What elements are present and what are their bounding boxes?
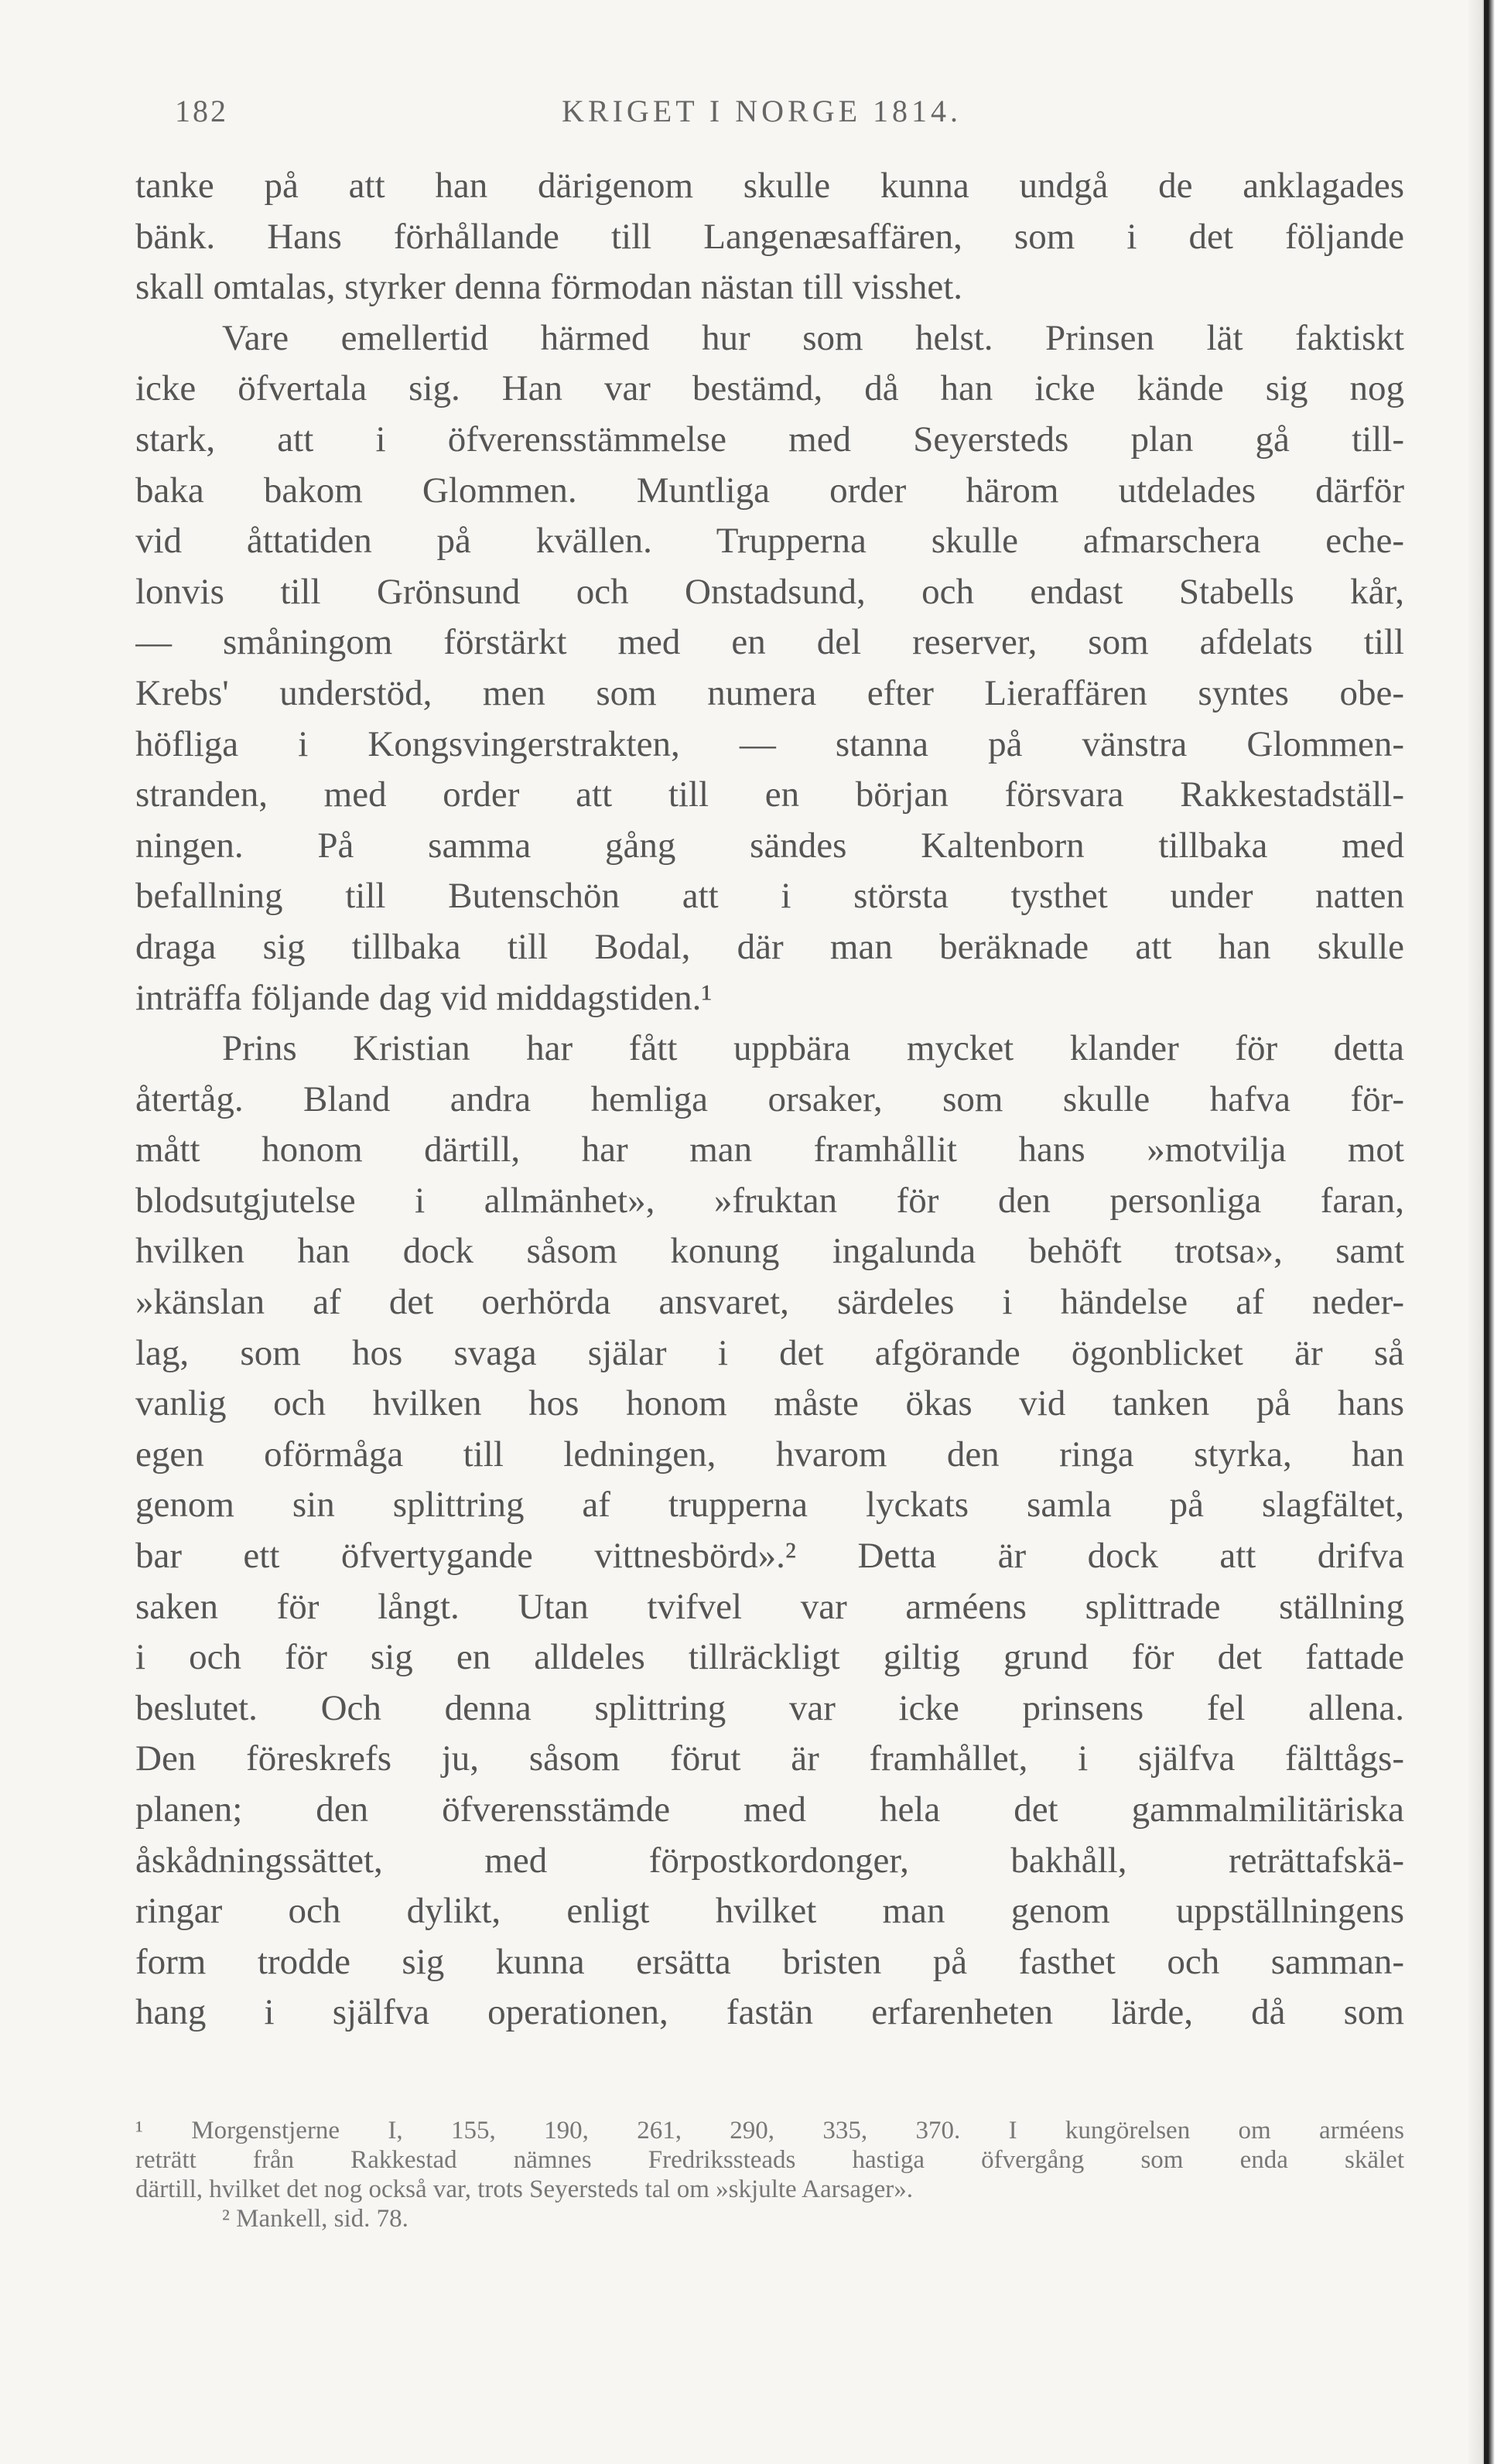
text-line: hvilken han dock såsom konung ingalunda behöft trotsa», samt — [135, 1231, 1404, 1272]
text-line: stranden, med order att till en början försvara Rakkestadställ- — [135, 774, 1404, 815]
text-line: höfliga i Kongsvingerstrakten, — stanna på vänstra Glommen- — [135, 723, 1404, 764]
text-line: lonvis till Grönsund och Onstadsund, och endast Stabells kår, — [135, 571, 1404, 612]
text-line: icke öfvertala sig. Han var bestämd, då han icke kände sig nog — [135, 368, 1404, 409]
text-line: tanke på att han därigenom skulle kunna undgå de anklagades — [135, 166, 1404, 206]
footnote-line: ² Mankell, sid. 78. — [222, 2205, 409, 2233]
text-line: »känslan af det oerhörda ansvaret, särdeles i händelse af neder- — [135, 1282, 1404, 1323]
body-text — [135, 161, 1404, 2039]
text-line: bänk. Hans förhållande till Langenæsaffären, som i det följande — [135, 216, 1404, 257]
text-line: vanlig och hvilken hos honom måste ökas vid tanken på hans — [135, 1383, 1404, 1424]
text-line: i och för sig en alldeles tillräckligt giltig grund för det fattade — [135, 1637, 1404, 1678]
footnotes — [135, 2116, 1404, 2233]
text-line: blodsutgjutelse i allmänhet», »fruktan för den personliga faran, — [135, 1180, 1404, 1221]
text-line: baka bakom Glommen. Muntliga order härom utdelades därför — [135, 470, 1404, 511]
text-line: ningen. På samma gång sändes Kaltenborn tillbaka med — [135, 825, 1404, 866]
text-line: lag, som hos svaga själar i det afgörande ögonblicket är så — [135, 1332, 1404, 1373]
text-line: Vare emellertid härmed hur som helst. Prinsen lät faktiskt — [222, 317, 1404, 358]
running-head: KRIGET I NORGE 1814. — [562, 94, 962, 128]
text-line: planen; den öfverensstämde med hela det gammalmilitäriska — [135, 1789, 1404, 1830]
text-line: hang i själfva operationen, fastän erfarenheten lärde, då som — [135, 1992, 1404, 2033]
footnote-line: ¹ Morgenstjerne I, 155, 190, 261, 290, 335, 370. I kungörelsen om arméens — [135, 2117, 1404, 2144]
text-line: stark, att i öfverensstämmelse med Seyersteds plan gå till- — [135, 419, 1404, 460]
text-line: ringar och dylikt, enligt hvilket man genom uppställningens — [135, 1891, 1404, 1932]
text-line: Prins Kristian har fått uppbära mycket klander för detta — [222, 1028, 1404, 1069]
text-line: beslutet. Och denna splittring var icke prinsens fel allena. — [135, 1687, 1404, 1728]
footnote-line: reträtt från Rakkestad nämnes Fredrikssteads hastiga öfvergång som enda skälet — [135, 2146, 1404, 2174]
page-header — [175, 93, 1397, 139]
text-line: form trodde sig kunna ersätta bristen på fasthet och samman- — [135, 1941, 1404, 1982]
text-line: återtåg. Bland andra hemliga orsaker, som skulle hafva för- — [135, 1078, 1404, 1119]
text-line: mått honom därtill, har man framhållit hans »motvilja mot — [135, 1129, 1404, 1170]
page-edge-line — [1484, 0, 1489, 2464]
text-line: — småningom förstärkt med en del reserver, som afdelats till — [135, 622, 1404, 663]
text-line: Den föreskrefs ju, såsom förut är framhållet, i själfva fälttågs- — [135, 1738, 1404, 1779]
text-line: Krebs' understöd, men som numera efter Lieraffären syntes obe- — [135, 672, 1404, 713]
page-edge-shadow — [1468, 0, 1511, 2464]
text-line: bar ett öfvertygande vittnesbörd».² Detta är dock att drifva — [135, 1536, 1404, 1577]
page-number: 182 — [175, 94, 228, 128]
text-line: egen oförmåga till ledningen, hvarom den ringa styrka, han — [135, 1434, 1404, 1475]
text-line: draga sig tillbaka till Bodal, där man beräknade att han skulle — [135, 926, 1404, 967]
text-line: åskådningssättet, med förpostkordonger, bakhåll, reträttafskä- — [135, 1840, 1404, 1881]
footnote-line: därtill, hvilket det nog också var, trots Seyersteds tal om »skjulte Aarsager». — [135, 2175, 913, 2203]
text-line: saken för långt. Utan tvifvel var arméens splittrade ställning — [135, 1586, 1404, 1627]
text-line: genom sin splittring af trupperna lyckats samla på slagfältet, — [135, 1485, 1404, 1526]
text-line: skall omtalas, styrker denna förmodan nästan till visshet. — [135, 267, 963, 308]
text-line: vid åttatiden på kvällen. Trupperna skulle afmarschera eche- — [135, 521, 1404, 562]
text-line: inträffa följande dag vid middagstiden.¹ — [135, 977, 713, 1018]
text-line: befallning till Butenschön att i största tysthet under natten — [135, 876, 1404, 917]
